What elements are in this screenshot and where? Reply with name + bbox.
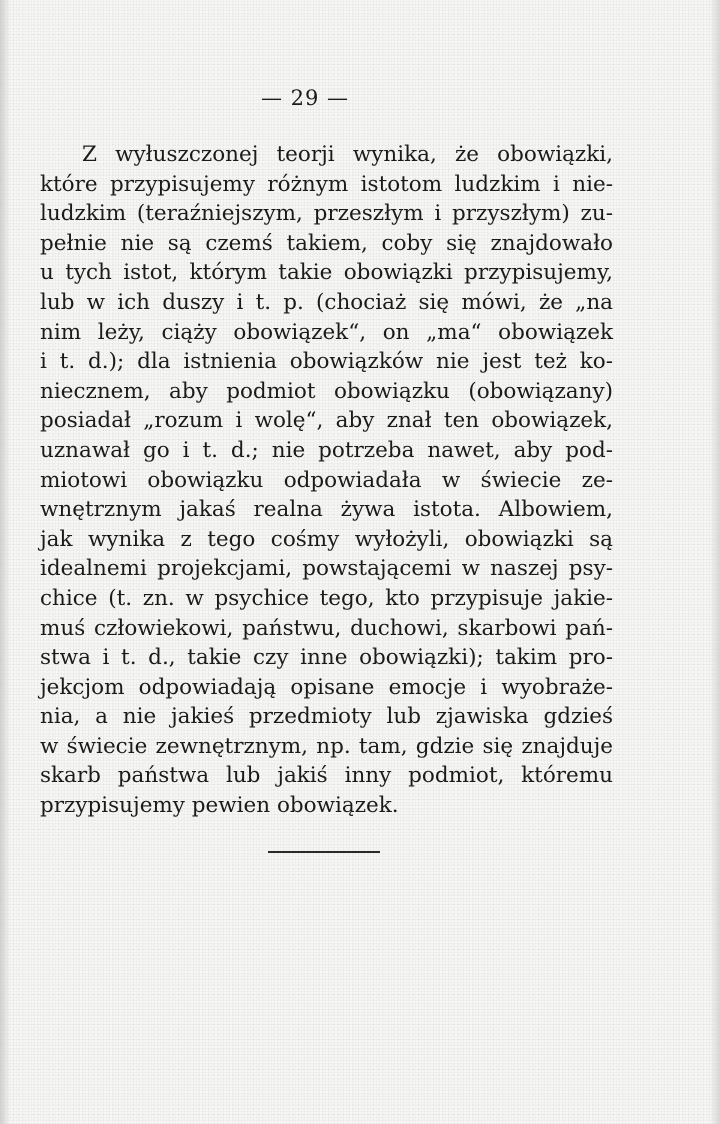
text-line: u tych istot, którym takie obowiązki przypisujemy, (40, 260, 613, 286)
page-right-edge-shadow (710, 0, 720, 1124)
text-line: stwa i t. d., takie czy inne obowiązki); takim pro- (40, 645, 613, 671)
text-line: miotowi obowiązku odpowiadała w świecie ze- (40, 467, 613, 493)
text-line: jak wynika z tego cośmy wyłożyli, obowiązki są (40, 526, 613, 552)
text-line: lub w ich duszy i t. p. (chociaż się mówi, że „na (40, 289, 613, 315)
text-line: idealnemi projekcjami, powstającemi w naszej psy- (40, 556, 613, 582)
text-line: i t. d.); dla istnienia obowiązków nie jest też ko- (40, 349, 613, 375)
end-divider (268, 851, 380, 853)
text-line: ludzkim (teraźniejszym, przeszłym i przyszłym) zu- (40, 201, 613, 227)
text-line: skarb państwa lub jakiś inny podmiot, któremu (40, 763, 613, 789)
page-left-edge-shadow (0, 0, 10, 1124)
text-line: pełnie nie są czemś takiem, coby się znajdowało (40, 230, 613, 256)
body-paragraph (40, 140, 613, 821)
text-line: posiadał „rozum i wolę“, aby znał ten obowiązek, (40, 408, 613, 434)
text-line: chice (t. zn. w psychice tego, kto przypisuje jakie- (40, 585, 613, 611)
text-line: przypisujemy pewien obowiązek. (40, 793, 399, 819)
text-line: wnętrznym jakaś realna żywa istota. Albowiem, (40, 497, 613, 523)
text-line: Z wyłuszczonej teorji wynika, że obowiązki, (82, 142, 613, 167)
text-line: jekcjom odpowiadają opisane emocje i wyobraże- (40, 674, 613, 700)
text-line: w świecie zewnętrznym, np. tam, gdzie się znajduje (40, 733, 613, 759)
text-line: uznawał go i t. d.; nie potrzeba nawet, aby pod- (40, 437, 613, 463)
text-line: które przypisujemy różnym istotom ludzkim i nie- (40, 171, 613, 197)
text-line: muś człowiekowi, państwu, duchowi, skarbowi pań- (40, 615, 613, 641)
text-line: nim leży, ciąży obowiązek“, on „ma“ obowiązek (40, 319, 613, 345)
text-line: niecznem, aby podmiot obowiązku (obowiązany) (40, 378, 613, 404)
text-line: nia, a nie jakieś przedmioty lub zjawiska gdzieś (40, 704, 613, 730)
page-number: — 29 — (260, 86, 350, 110)
